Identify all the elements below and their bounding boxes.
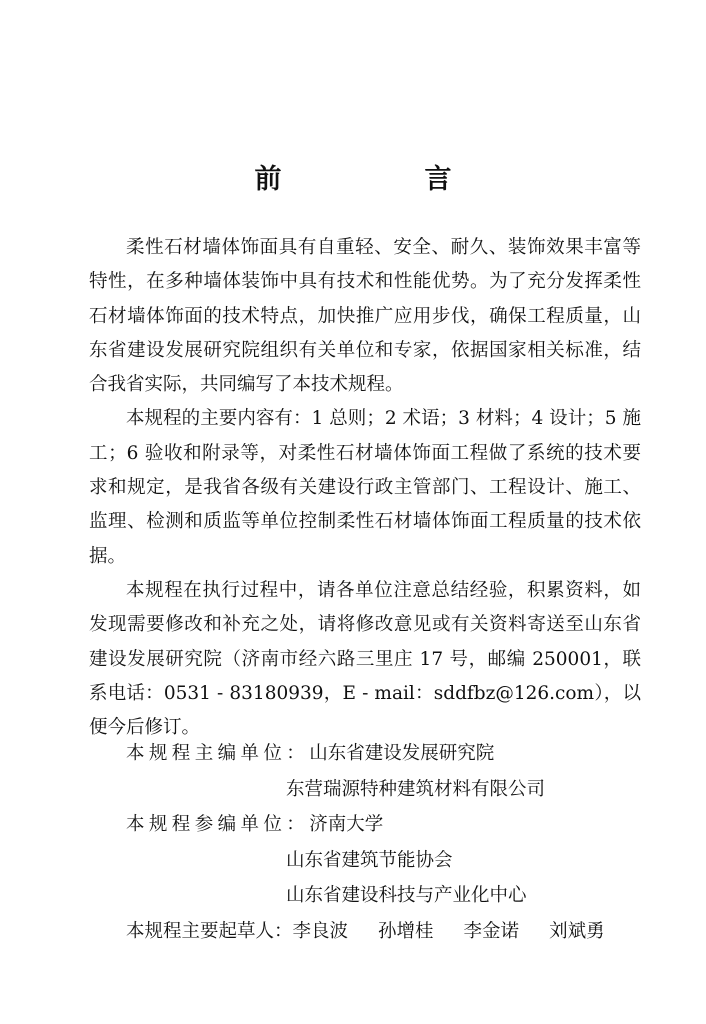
- chief-editor-unit: 山东省建设发展研究院: [309, 743, 495, 764]
- drafter-name: 李金诺: [463, 920, 520, 942]
- chief-editor-label: 本规程主编单位：: [126, 743, 310, 764]
- drafter-name: 刘斌勇: [549, 920, 605, 942]
- chief-editor-row-2: [126, 772, 646, 808]
- drafters-label: 本规程主要起草人：: [126, 920, 293, 942]
- participant-row-3: [126, 878, 646, 914]
- participant-row: [126, 807, 646, 843]
- credits-block: [126, 736, 646, 949]
- participant-unit: 山东省建设科技与产业化中心: [286, 885, 527, 906]
- participant-row-2: [126, 843, 646, 879]
- page-title: 前 言: [254, 164, 510, 195]
- chief-editor-row: [126, 736, 646, 772]
- participant-label: 本规程参编单位：: [126, 814, 310, 835]
- paragraph-contents: 本规程的主要内容有：1 总则；2 术语；3 材料；4 设计；5 施工；6 验收和附录等，对柔性石材墙体饰面工程做了系统的技术要求和规定，是我省各级有关建设行政主管部门、工程设计、施工、监理、检测和质监等单位控制柔性石材墙体饰面工程质量的技术依据。: [89, 408, 641, 567]
- paragraph-feedback: 本规程在执行过程中，请各单位注意总结经验，积累资料，如发现需要修改和补充之处，请将修改意见或有关资料寄送至山东省建设发展研究院（济南市经六路三里庄 17 号，邮编 250001，联系电话：0531 - 83180939，E - mail：sddfbz@126.com），以便今后修订。: [89, 579, 641, 739]
- chief-editor-unit: 东营瑞源特种建筑材料有限公司: [286, 778, 546, 800]
- participant-unit: 济南大学: [309, 814, 384, 835]
- preface-body: [89, 231, 641, 745]
- drafters-row: [126, 914, 646, 950]
- drafter-name: 孙增桂: [378, 920, 434, 942]
- participant-unit: 山东省建筑节能协会: [286, 849, 453, 871]
- drafter-name: 李良波: [292, 920, 349, 942]
- paragraph-intro: 柔性石材墙体饰面具有自重轻、安全、耐久、装饰效果丰富等特性，在多种墙体装饰中具有技术和性能优势。为了充分发挥柔性石材墙体饰面的技术特点，加快推广应用步伐，确保工程质量，山东省建设发展研究院组织有关单位和专家，依据国家相关标准，结合我省实际，共同编写了本技术规程。: [89, 237, 641, 396]
